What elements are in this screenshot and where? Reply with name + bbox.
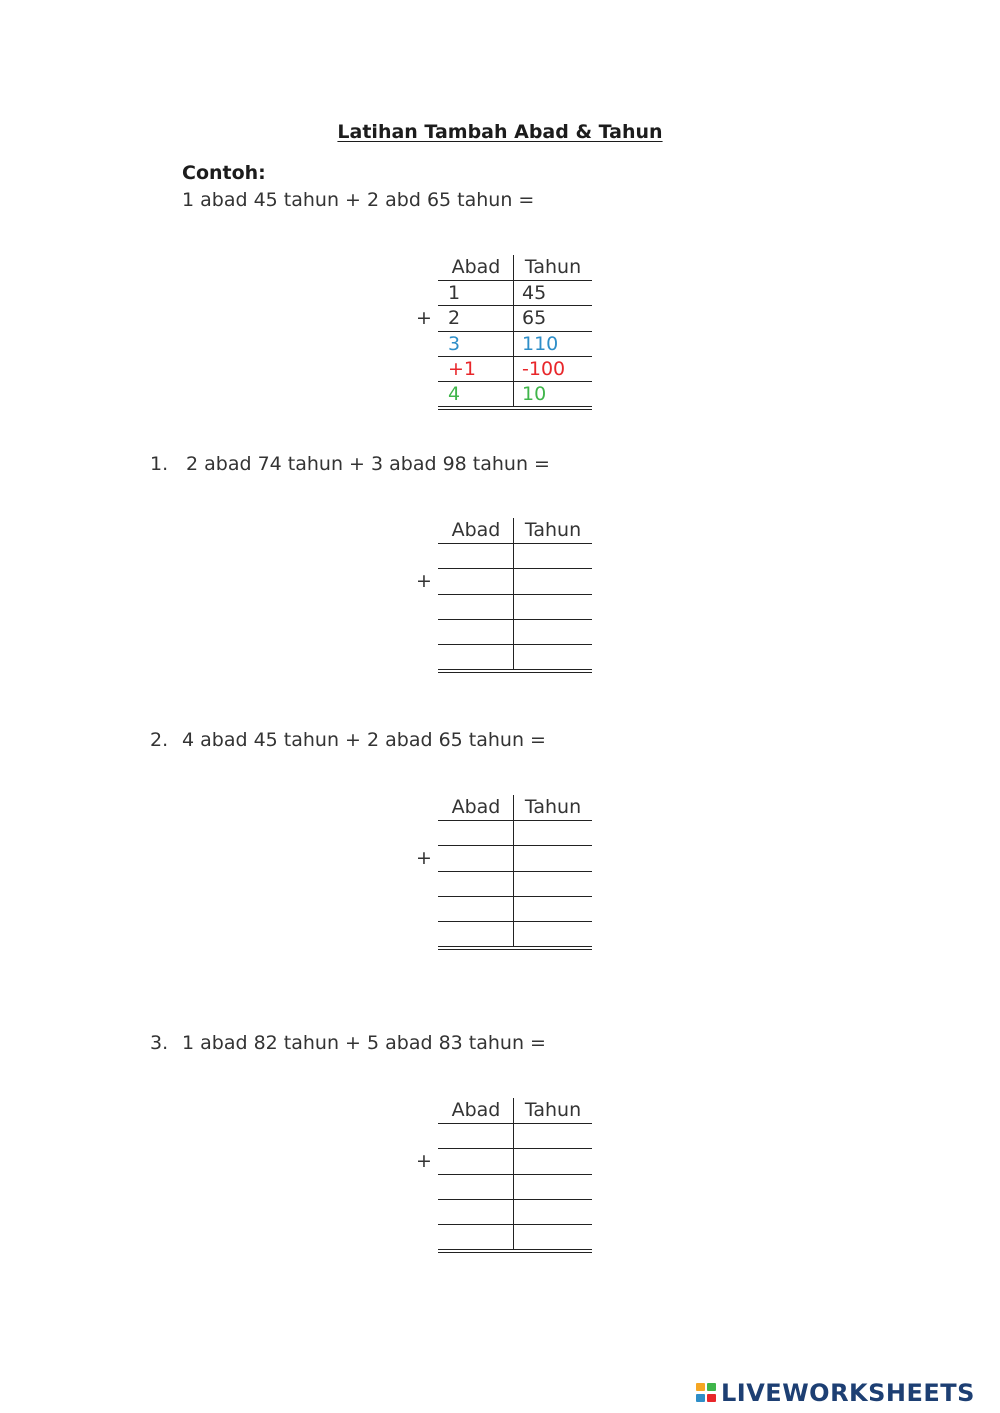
example-cell-tahun: 10 [522, 383, 547, 405]
row-line [438, 845, 592, 846]
liveworksheets-logo-text: LIVEWORKSHEETS [721, 1379, 975, 1407]
question-1-plus-sign: + [416, 570, 432, 592]
row-line [438, 1199, 592, 1200]
row-line [438, 543, 592, 544]
column-header-abad: Abad [451, 256, 501, 278]
column-header-tahun: Tahun [524, 796, 582, 818]
row-line [438, 594, 592, 595]
example-cell-abad: +1 [448, 358, 477, 380]
row-line [438, 1148, 592, 1149]
column-header-abad: Abad [451, 796, 501, 818]
row-line [438, 568, 592, 569]
row-line [438, 820, 592, 821]
question-1-text: 2 abad 74 tahun + 3 abad 98 tahun = [186, 453, 550, 475]
question-3-number: 3. [150, 1032, 169, 1054]
row-line [438, 871, 592, 872]
liveworksheets-logo [696, 1377, 975, 1409]
total-double-line [438, 1252, 592, 1253]
logo-square-icon [696, 1394, 705, 1402]
row-line [438, 331, 592, 332]
total-double-line [438, 949, 592, 950]
row-line [438, 381, 592, 382]
question-1-number: 1. [150, 453, 169, 475]
logo-square-icon [707, 1383, 716, 1391]
row-line [438, 305, 592, 306]
total-double-line [438, 409, 592, 410]
total-line [438, 1249, 592, 1250]
worksheet-title: Latihan Tambah Abad & Tahun [337, 121, 663, 143]
logo-square-icon [696, 1383, 705, 1391]
example-cell-tahun: -100 [522, 358, 566, 380]
row-line [438, 1174, 592, 1175]
row-line [438, 280, 592, 281]
row-line [438, 1123, 592, 1124]
example-cell-abad: 2 [448, 307, 461, 329]
question-1-table [438, 518, 592, 675]
example-cell-tahun: 110 [522, 333, 559, 355]
example-table [438, 255, 592, 412]
total-line [438, 669, 592, 670]
question-2-table [438, 795, 592, 952]
example-cell-abad: 3 [448, 333, 461, 355]
total-line [438, 946, 592, 947]
row-line [438, 896, 592, 897]
example-cell-abad: 1 [448, 282, 461, 304]
example-cell-abad: 4 [448, 383, 461, 405]
liveworksheets-logo-icon [696, 1379, 718, 1407]
column-header-tahun: Tahun [524, 1099, 582, 1121]
row-line [438, 1224, 592, 1225]
example-plus-sign: + [416, 307, 432, 329]
example-cell-tahun: 65 [522, 307, 547, 329]
row-line [438, 921, 592, 922]
row-line [438, 619, 592, 620]
column-header-abad: Abad [451, 1099, 501, 1121]
question-2-number: 2. [150, 729, 169, 751]
question-3-plus-sign: + [416, 1150, 432, 1172]
question-3-text: 1 abad 82 tahun + 5 abad 83 tahun = [182, 1032, 546, 1054]
question-2-plus-sign: + [416, 847, 432, 869]
column-header-tahun: Tahun [524, 256, 582, 278]
column-header-abad: Abad [451, 519, 501, 541]
example-cell-tahun: 45 [522, 282, 547, 304]
question-2-text: 4 abad 45 tahun + 2 abad 65 tahun = [182, 729, 546, 751]
total-line [438, 406, 592, 407]
row-line [438, 644, 592, 645]
logo-square-icon [707, 1394, 716, 1402]
column-header-tahun: Tahun [524, 519, 582, 541]
total-double-line [438, 672, 592, 673]
example-question: 1 abad 45 tahun + 2 abd 65 tahun = [182, 189, 535, 211]
question-3-table [438, 1098, 592, 1255]
example-heading: Contoh: [182, 162, 266, 184]
